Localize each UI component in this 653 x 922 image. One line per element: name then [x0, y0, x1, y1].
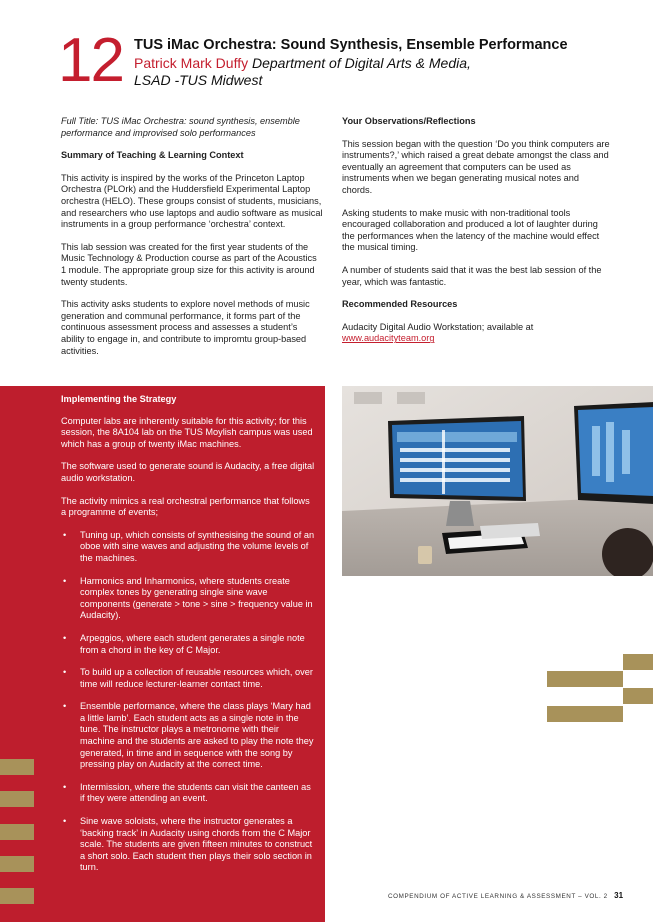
author-name: Patrick Mark Duffy — [134, 55, 249, 71]
list-item: • Tuning up, which consists of synthesising the sound of an oboe with sine waves and adjusting the volume levels of the machines. — [61, 530, 316, 565]
decor-bar — [0, 888, 34, 904]
strategy-paragraph-1: Computer labs are inherently suitable for this activity; for this session, the 8A104 lab on the TUS Moylish campus was used which has a group of twenty iMac machines. — [61, 415, 313, 449]
right-column — [342, 116, 610, 345]
decor-bar — [547, 671, 623, 687]
resources-text — [342, 322, 610, 345]
list-item: • Arpeggios, where each student generates a single note from a chord in the key of C Major. — [61, 633, 316, 656]
page-number: 31 — [614, 891, 624, 900]
lab-photo-illustration — [342, 386, 653, 576]
footer-text: COMPENDIUM OF ACTIVE LEARNING & ASSESSMENT – VOL. 2 — [388, 893, 608, 900]
page-footer — [388, 891, 623, 900]
author-block — [134, 55, 634, 89]
strategy-content — [61, 394, 316, 885]
decor-bar — [0, 791, 34, 807]
observations-paragraph-1: This session began with the question ‘Do you think computers are instruments?,’ which raised a great debate amongst the class and eventually an agreement that computers can be used as instruments when we began generating musical notes and chords. — [342, 138, 610, 195]
decor-bar — [623, 654, 653, 670]
decor-bar — [0, 856, 34, 872]
list-item: • To build up a collection of reusable resources which, over time will reduce lecturer-learner contact time. — [61, 667, 316, 690]
observations-paragraph-2: Asking students to make music with non-traditional tools encouraged collaboration and produced a lot of laughter during the performances when the latency of the machine would effect the musical timing. — [342, 207, 600, 253]
author-affiliation: Department of Digital Arts & Media, — [252, 55, 471, 71]
audacity-link[interactable]: www.audacityteam.org — [342, 333, 435, 344]
summary-paragraph-2: This lab session was created for the first year students of the Music Technology & Production course as part of the Acoustics 1 module. The appropriate group size for this activity is around twenty students. — [61, 241, 317, 287]
chapter-number: 12 — [58, 26, 123, 95]
resources-description: Audacity Digital Audio Workstation; available at — [342, 321, 534, 332]
decor-bar — [0, 759, 34, 775]
event-list — [61, 530, 316, 874]
observations-heading: Your Observations/Reflections — [342, 116, 476, 126]
summary-paragraph-1: This activity is inspired by the works of the Princeton Laptop Orchestra (PLOrk) and the Huddersfield Experimental Laptop orchestra (HELO). These groups consist of students, musicians, and researchers who use laptops and audio software as musical instruments in a group performance ‘orchestra’ context. — [61, 172, 323, 230]
decor-bar — [0, 824, 34, 840]
full-title: Full Title: TUS iMac Orchestra: sound synthesis, ensemble performance and improvised solo performances — [61, 116, 300, 138]
lab-photo — [342, 386, 653, 576]
summary-paragraph-3: This activity asks students to explore novel methods of music generation and communal performance, it forms part of the continuous assessment process and assesses a student’s ability to engage in, and contribute to impromtu group-based activities. — [61, 299, 310, 356]
strategy-paragraph-2: The software used to generate sound is Audacity, a free digital audio workstation. — [61, 461, 315, 483]
observations-paragraph-3: A number of students said that it was the best lab session of the year, which was fantastic. — [342, 264, 602, 287]
author-affiliation-2: LSAD -TUS Midwest — [134, 72, 263, 88]
summary-heading: Summary of Teaching & Learning Context — [61, 150, 244, 161]
article-title: TUS iMac Orchestra: Sound Synthesis, Ensemble Performance — [134, 37, 568, 53]
decor-bar — [623, 688, 653, 704]
decor-bar — [547, 706, 623, 722]
strategy-panel — [0, 386, 325, 922]
list-item: • Sine wave soloists, where the instructor generates a ‘backing track’ in Audacity using chords from the C Major scale. The students are given fifteen minutes to construct a short solo. Each student then plays their solo section in turn. — [61, 816, 316, 874]
list-item: • Harmonics and Inharmonics, where students create complex tones by generating single sine wave components (generate > tone > sine > frequency value in Audacity). — [61, 576, 316, 622]
strategy-heading: Implementing the Strategy — [61, 394, 177, 404]
list-item: • Intermission, where the students can visit the canteen as if they were attending an event. — [61, 782, 316, 805]
list-item: • Ensemble performance, where the class plays ‘Mary had a little lamb’. Each student acts as a single note in the tune. The instructor plays a metronome with their machine and the students are asked to play the note they generated, in time and in sequence with the song by pressing play on Audacity at the correct time. — [61, 701, 316, 771]
left-column — [61, 116, 323, 368]
strategy-paragraph-3: The activity mimics a real orchestral performance that follows a programme of events; — [61, 495, 310, 518]
resources-heading: Recommended Resources — [342, 299, 458, 310]
